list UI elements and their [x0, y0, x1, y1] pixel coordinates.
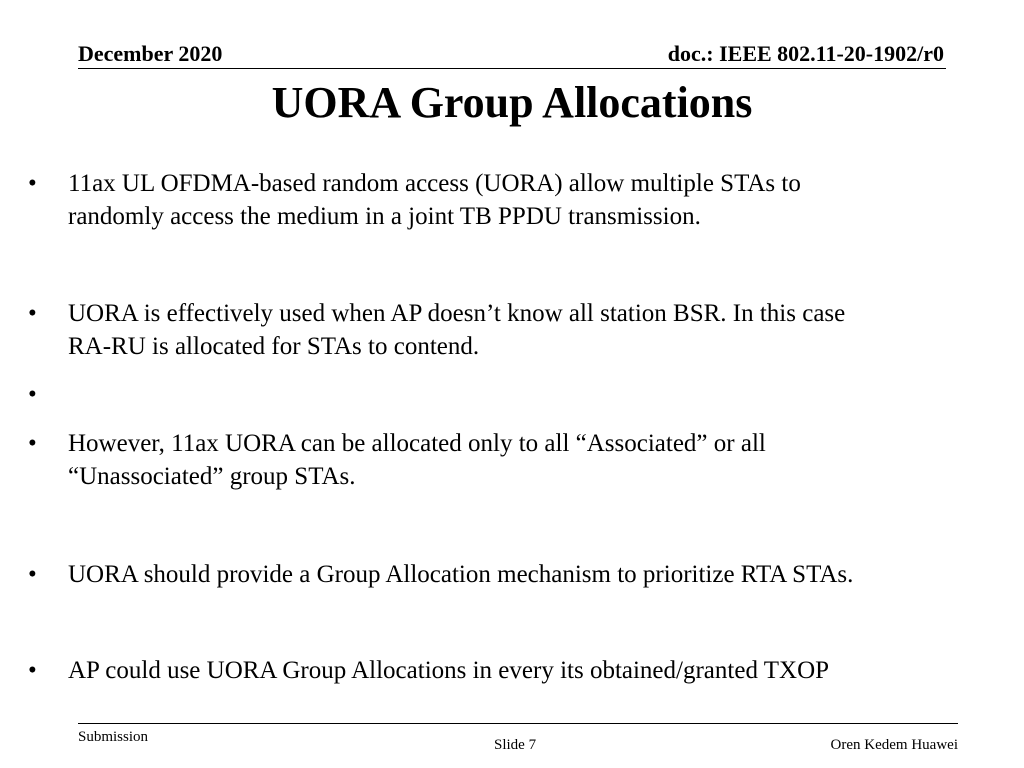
footer-author: Oren Kedem Huawei — [830, 737, 958, 753]
footer-submission: Submission — [78, 729, 149, 745]
slide-title: UORA Group Allocations — [271, 78, 753, 127]
footer-divider — [78, 723, 958, 724]
bullet-text: UORA is effectively used when AP doesn’t know all station BSR. In this case RA-RU is allocated for STAs to contend. — [68, 300, 846, 360]
bullet-text: 11ax UL OFDMA-based random access (UORA) allow multiple STAs to randomly access the medium in a joint TB PPDU transmission. — [68, 170, 801, 230]
bullet-icon: • — [28, 657, 37, 684]
footer-slide-number: Slide 7 — [494, 737, 537, 753]
bullet-text: AP could use UORA Group Allocations in every its obtained/granted TXOP — [68, 657, 830, 684]
bullet-text: UORA should provide a Group Allocation mechanism to prioritize RTA STAs. — [68, 561, 854, 588]
bullet-icon: • — [28, 170, 37, 197]
bullet-icon: • — [28, 300, 37, 327]
bullet-icon: • — [28, 381, 37, 408]
bullet-text: However, 11ax UORA can be allocated only to all “Associated” or all “Unassociated” group STAs. — [68, 430, 766, 490]
header-divider — [78, 68, 946, 69]
header-doc-id: doc.: IEEE 802.11-20-1902/r0 — [667, 41, 944, 66]
bullet-icon: • — [28, 561, 37, 588]
header-date: December 2020 — [78, 41, 223, 66]
bullet-icon: • — [28, 430, 37, 457]
